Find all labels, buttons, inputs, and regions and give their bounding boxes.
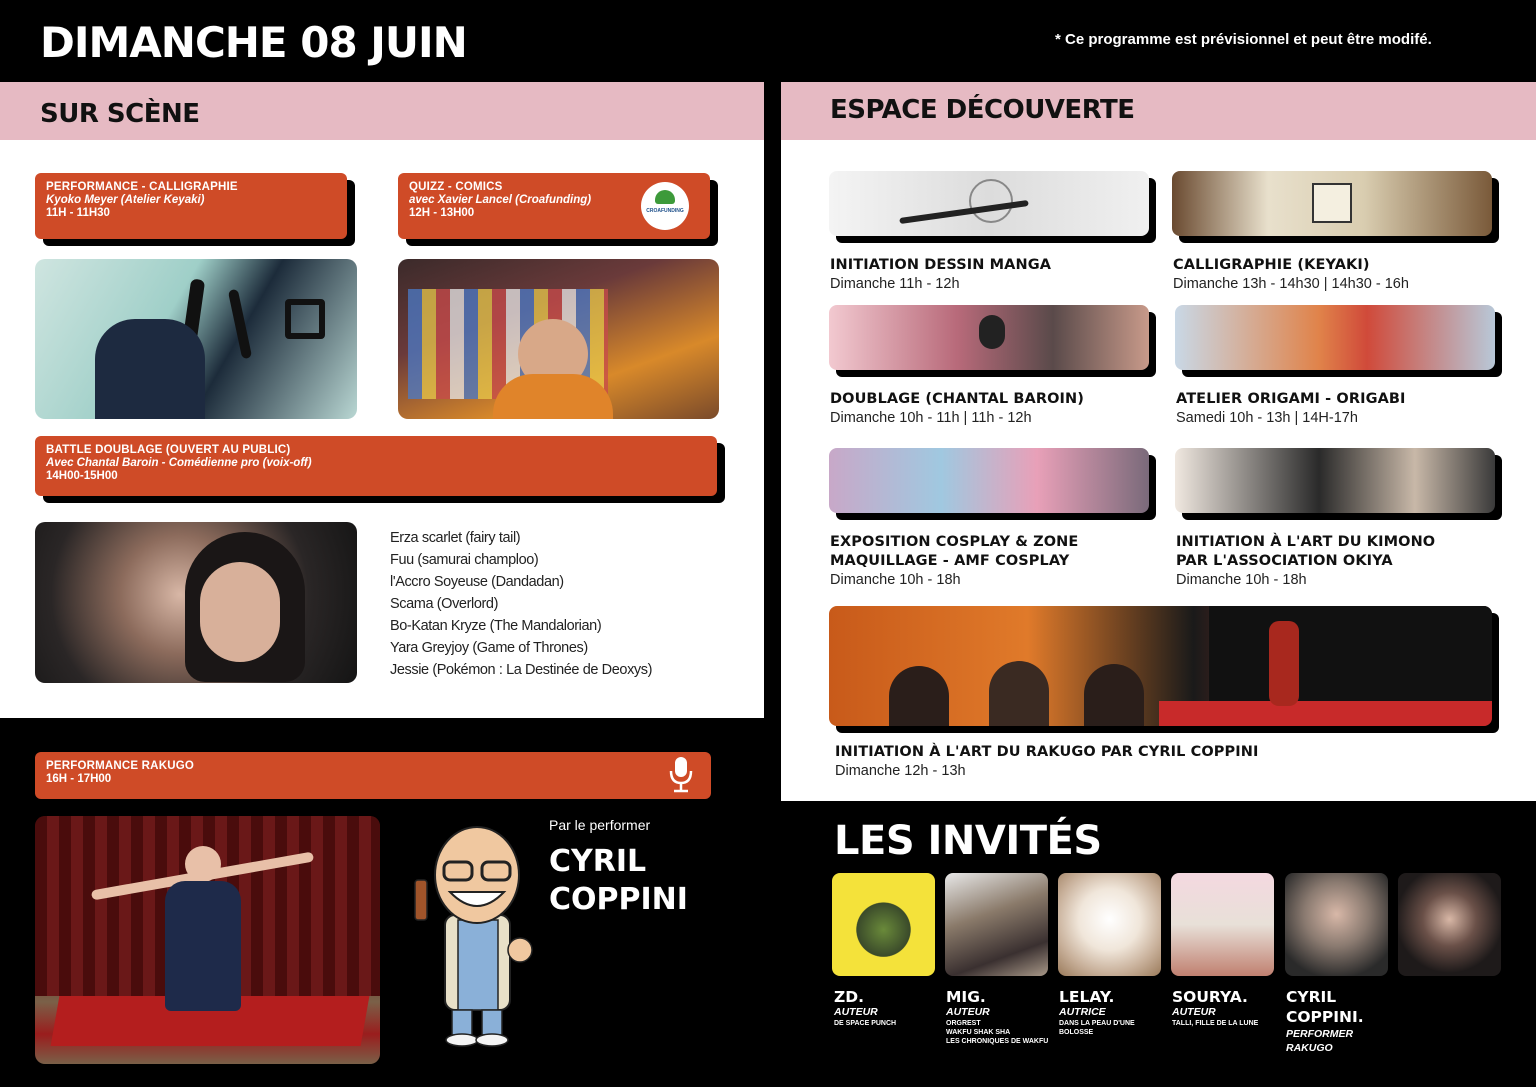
guest-desc: WAKFU SHAK SHA xyxy=(946,1029,1011,1036)
guest-role: AUTEUR xyxy=(1172,1006,1216,1018)
chantal-baroin-photo xyxy=(35,522,357,683)
event-subtitle: Kyoko Meyer (Atelier Keyaki) xyxy=(46,194,205,206)
guest-name: SOURYA. xyxy=(1172,988,1248,1006)
doublage-photo xyxy=(829,305,1149,370)
guest-desc: LES CHRONIQUES DE WAKFU xyxy=(946,1038,1049,1045)
origami-photo xyxy=(1175,305,1495,370)
activity-time: Dimanche 13h - 14h30 | 14h30 - 16h xyxy=(1173,276,1409,292)
performer-label: Par le performer xyxy=(549,817,651,833)
microphone-icon xyxy=(668,756,694,794)
activity-title: MAQUILLAGE - AMF COSPLAY xyxy=(830,553,1070,569)
guest-name: ZD. xyxy=(834,988,864,1006)
rakugo-initiation-photo xyxy=(829,606,1492,726)
activity-title: PAR L'ASSOCIATION OKIYA xyxy=(1176,553,1393,569)
guest-role: AUTEUR xyxy=(946,1006,990,1018)
kimono-photo xyxy=(1175,448,1495,513)
guest-desc: BOLOSSE xyxy=(1059,1029,1094,1036)
guest-desc: TALLI, FILLE DE LA LUNE xyxy=(1172,1020,1259,1027)
guest-role: RAKUGO xyxy=(1286,1042,1333,1054)
croafunding-logo xyxy=(641,182,689,230)
guest-role: AUTEUR xyxy=(834,1006,878,1018)
role-item: Yara Greyjoy (Game of Thrones) xyxy=(390,640,588,656)
guest-cyril-avatar xyxy=(1285,873,1388,976)
event-card-calligraphy[interactable] xyxy=(35,173,347,239)
role-item: Jessie (Pokémon : La Destinée de Deoxys) xyxy=(390,662,653,678)
performer-name xyxy=(549,843,688,919)
guest-desc: DE SPACE PUNCH xyxy=(834,1020,897,1027)
guest-zd-avatar xyxy=(832,873,935,976)
event-title: BATTLE DOUBLAGE (OUVERT AU PUBLIC) xyxy=(46,444,291,456)
event-subtitle: Avec Chantal Baroin - Comédienne pro (voix-off) xyxy=(46,457,312,469)
guest-desc: ORGREST xyxy=(946,1020,981,1027)
logo-text: CROAFUNDING xyxy=(646,208,684,214)
quizz-photo xyxy=(398,259,719,419)
event-title: QUIZZ - COMICS xyxy=(409,181,503,193)
discovery-section-title: ESPACE DÉCOUVERTE xyxy=(830,95,1135,125)
disclaimer-note: * Ce programme est prévisionnel et peut être modifé. xyxy=(1055,31,1432,48)
event-title: PERFORMANCE RAKUGO xyxy=(46,760,194,772)
event-subtitle: avec Xavier Lancel (Croafunding) xyxy=(409,194,592,206)
page-title: DIMANCHE 08 JUIN xyxy=(40,18,467,67)
guest-mig-avatar xyxy=(945,873,1048,976)
performer-last-name: COPPINI xyxy=(549,882,688,917)
activity-title: INITIATION À L'ART DU KIMONO xyxy=(1176,534,1436,550)
role-item: Scama (Overlord) xyxy=(390,596,499,612)
manga-drawing-photo xyxy=(829,171,1149,236)
activity-title: EXPOSITION COSPLAY & ZONE xyxy=(830,534,1079,550)
logo-mark-icon xyxy=(655,190,675,204)
activity-title: ATELIER ORIGAMI - ORIGABI xyxy=(1176,391,1406,407)
event-card-battle-doublage[interactable] xyxy=(35,436,717,496)
event-time: 11H - 11H30 xyxy=(46,207,110,219)
activity-title: DOUBLAGE (CHANTAL BAROIN) xyxy=(830,391,1084,407)
guests-section-title: LES INVITÉS xyxy=(834,818,1102,864)
guest-sourya-avatar xyxy=(1171,873,1274,976)
guest-name: MIG. xyxy=(946,988,986,1006)
voice-roles-list xyxy=(390,527,652,681)
guest-chantal-avatar xyxy=(1398,873,1501,976)
event-card-rakugo[interactable] xyxy=(35,752,711,799)
activity-title: CALLIGRAPHIE (KEYAKI) xyxy=(1173,257,1370,273)
guest-name: LELAY. xyxy=(1059,988,1115,1006)
activity-time: Dimanche 12h - 13h xyxy=(835,763,966,779)
guest-role: PERFORMER xyxy=(1286,1028,1354,1040)
performer-first-name: CYRIL xyxy=(549,844,647,879)
role-item: l'Accro Soyeuse (Dandadan) xyxy=(390,574,564,590)
guest-role: AUTRICE xyxy=(1059,1006,1106,1018)
activity-title: INITIATION À L'ART DU RAKUGO PAR CYRIL COPPINI xyxy=(835,744,1259,760)
guest-desc: DANS LA PEAU D'UNE xyxy=(1059,1020,1135,1027)
activity-time: Dimanche 10h - 11h | 11h - 12h xyxy=(830,410,1032,426)
role-item: Fuu (samurai champloo) xyxy=(390,552,539,568)
role-item: Bo-Katan Kryze (The Mandalorian) xyxy=(390,618,602,634)
guest-lelay-avatar xyxy=(1058,873,1161,976)
event-title: PERFORMANCE - CALLIGRAPHIE xyxy=(46,181,238,193)
activity-title: INITIATION DESSIN MANGA xyxy=(830,257,1052,273)
rakugo-performance-photo xyxy=(35,816,380,1064)
activity-time: Samedi 10h - 13h | 14H-17h xyxy=(1176,410,1358,426)
activity-time: Dimanche 10h - 18h xyxy=(830,572,961,588)
event-time: 16H - 17H00 xyxy=(46,773,112,785)
guest-name: COPPINI. xyxy=(1286,1008,1364,1026)
calligraphy-keyaki-photo xyxy=(1172,171,1492,236)
activity-time: Dimanche 10h - 18h xyxy=(1176,572,1307,588)
scene-section-title: SUR SCÈNE xyxy=(40,99,200,129)
event-time: 12H - 13H00 xyxy=(409,207,475,219)
event-time: 14H00-15H00 xyxy=(46,470,118,482)
role-item: Erza scarlet (fairy tail) xyxy=(390,530,521,546)
cyril-coppini-cartoon xyxy=(410,820,545,1050)
calligraphy-photo xyxy=(35,259,357,419)
activity-time: Dimanche 11h - 12h xyxy=(830,276,960,292)
cosplay-photo xyxy=(829,448,1149,513)
guest-name: CYRIL xyxy=(1286,988,1337,1006)
